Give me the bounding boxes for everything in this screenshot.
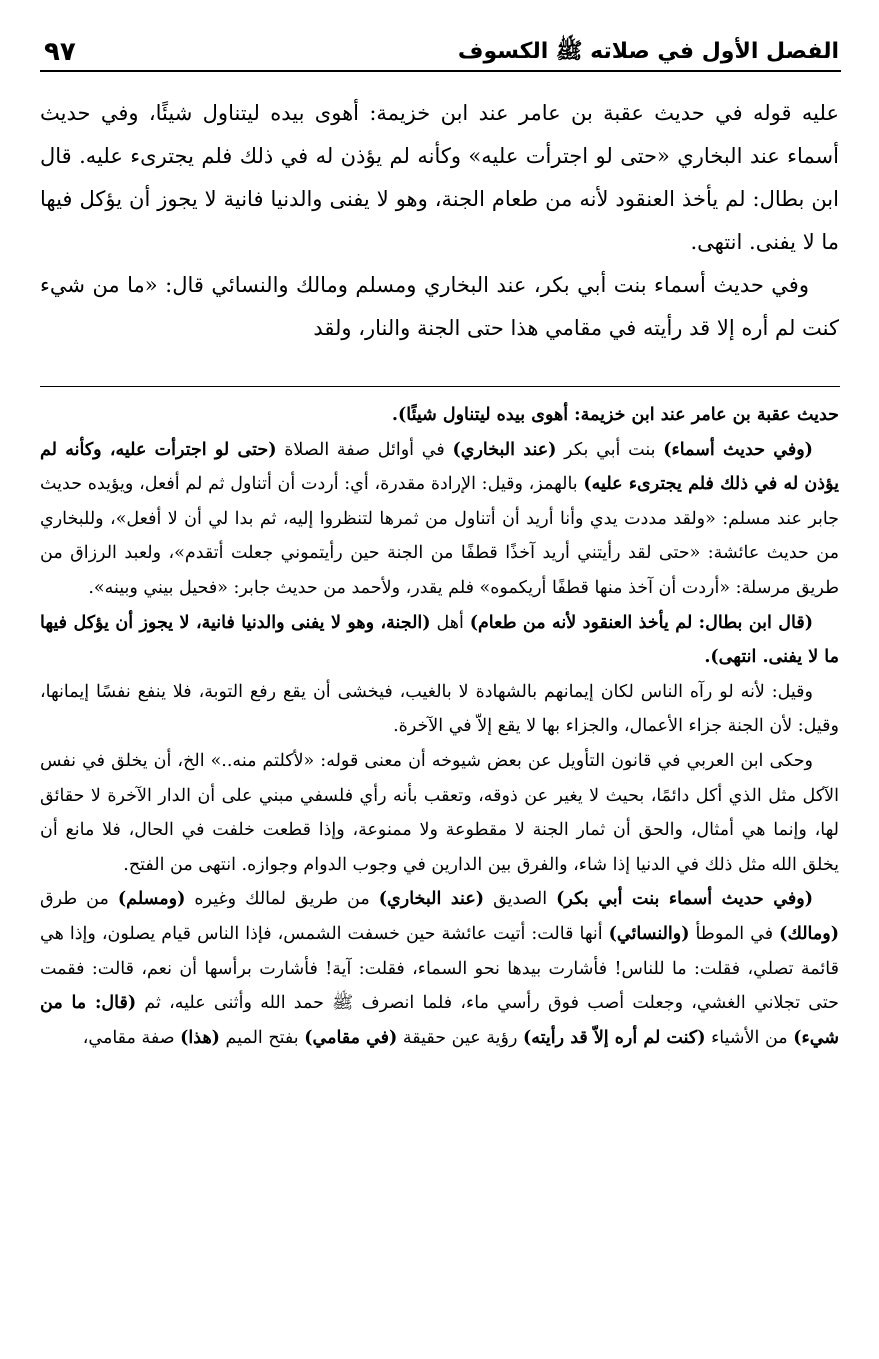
quoted-matn: (وفي حديث أسماء) <box>663 439 813 460</box>
commentary-paragraph <box>40 606 839 675</box>
quoted-matn: حديث عقبة بن عامر عند ابن خزيمة: أهوى بيده ليتناول شيئًا). <box>391 405 839 425</box>
chapter-title: الفصل الأول في صلاته ﷺ الكسوف <box>457 39 839 64</box>
commentary-text: بنت أبي بكر <box>556 439 664 460</box>
quoted-matn: (والنسائي) <box>608 923 690 944</box>
quoted-matn: (قال ابن بطال: لم يأخذ العنقود لأنه من طعام) <box>469 612 813 633</box>
commentary-text: رؤية عين حقيقة <box>397 1027 523 1048</box>
page-header <box>40 26 841 72</box>
quoted-matn: (عند البخاري) <box>378 889 485 910</box>
main-text <box>40 92 839 350</box>
quoted-matn: (قال: ما من شيء) <box>40 993 839 1048</box>
commentary-text: وحكى ابن العربي في قانون التأويل عن بعض شيوخه أن معنى قوله: «لأكلتم منه..» الخ، أن يخلق في نفس الآكل مثل الذي أكل دائمًا، بحيث لا يغير عن ذوقه، وتعقب بأنه رأي فلسفي مبني على أن الدار الآخرة لا حقائق لها، وإنما هي أمثال، والحق أن ثمار الجنة لا مقطوعة ولا ممنوعة، وإذا قطعت خلفت في الحال، فلا مانع أن يخلق الله مثل ذلك في الدنيا إذا شاء، والفرق بين الدارين في وجوب الدوام وجوازه. انتهى من الفتح. <box>40 750 839 875</box>
quoted-matn: (وفي حديث أسماء بنت أبي بكر) <box>556 889 813 910</box>
quoted-matn: (عند البخاري) <box>452 439 557 460</box>
quoted-matn: (ومالك) <box>779 923 839 944</box>
main-paragraph: عليه قوله في حديث عقبة بن عامر عند ابن خزيمة: أهوى بيده ليتناول شيئًا، وفي حديث أسماء عند البخاري «حتى لو اجترأت عليه» وكأنه لم يؤذن له في ذلك فلم يجترىء عليه. قال ابن بطال: لم يأخذ العنقود لأنه من طعام الجنة، وهو لا يفنى والدنيا فانية لا يجوز أن يؤكل فيها ما لا يفنى. انتهى. <box>40 101 839 254</box>
commentary-paragraph <box>40 744 839 882</box>
commentary-paragraph <box>40 882 839 1055</box>
quoted-matn: (حتى لو اجترأت عليه، وكأنه لم يؤذن له في ذلك فلم يجترىء عليه) <box>40 439 839 495</box>
page-number: ٩٧ <box>44 37 76 67</box>
commentary-paragraph <box>40 433 839 606</box>
commentary-text: من طريق لمالك وغيره <box>185 889 379 910</box>
commentary-text: بفتح الميم <box>219 1027 305 1048</box>
quoted-matn: (هذا) <box>180 1027 220 1048</box>
commentary-text: الصديق <box>484 889 557 910</box>
commentary-paragraph <box>40 675 839 744</box>
commentary <box>40 398 839 1055</box>
quoted-matn: (الجنة، وهو لا يفنى والدنيا فانية، لا يجوز أن يؤكل فيها ما لا يفنى. انتهى). <box>40 612 839 668</box>
footnote-divider <box>40 386 840 387</box>
quoted-matn: (كنت لم أره إلاّ قد رأيته) <box>522 1027 706 1048</box>
commentary-paragraph <box>40 398 839 433</box>
commentary-text: أهل <box>430 612 470 633</box>
commentary-text: في أوائل صفة الصلاة <box>276 439 453 460</box>
commentary-text: في الموطأ <box>689 923 780 944</box>
commentary-text: صفة مقامي، <box>82 1027 181 1048</box>
quoted-matn: (في مقامي) <box>304 1027 398 1048</box>
commentary-text: بالهمز، وقيل: الإرادة مقدرة، أي: أردت أن أتناول ثم لم أفعل، ويؤيده حديث جابر عند مسلم: «ولقد مددت يدي وأنا أريد أن أتناول من ثمرها لتنظروا إليه، ثم بدا لي أن لا أفعل»، وللبخاري من حديث عائشة: «حتى لقد رأيتني أريد آخذًا قطفًا من الجنة حين رأيتموني جعلت أتقدم»، ولعبد الرزاق من طريق مرسلة: «أردت أن آخذ منها قطفًا أريكموه» فلم يقدر، ولأحمد من حديث جابر: «فحيل بيني وبينه». <box>40 474 839 598</box>
commentary-text: وقيل: لأنه لو رآه الناس لكان إيمانهم بالشهادة لا بالغيب، فيخشى أن يقع رفع التوبة، فلا ينفع نفسًا إيمانها، وقيل: لأن الجنة جزاء الأعمال، والجزاء بها لا يقع إلاّ في الآخرة. <box>40 681 839 737</box>
commentary-text: من الأشياء <box>705 1027 794 1048</box>
commentary-text: أنها قالت: أتيت عائشة حين خسفت الشمس، فإذا الناس قيام يصلون، وإذا هي قائمة تصلي، فقلت: ما للناس! فأشارت بيدها نحو السماء، فقلت: آية! فأشارت برأسها أن نعم، قالت: فقمت حتى تجلاني الغشي، وجعلت أصب فوق رأسي ماء، فلما انصرف ﷺ حمد الله وأثنى عليه، ثم <box>40 923 839 1014</box>
main-paragraph: وفي حديث أسماء بنت أبي بكر، عند البخاري ومسلم ومالك والنسائي قال: «ما من شيء كنت لم أره إلا قد رأيته في مقامي هذا حتى الجنة والنار، ولقد <box>40 273 839 340</box>
quoted-matn: (ومسلم) <box>117 889 186 910</box>
commentary-text: من طرق <box>40 889 118 910</box>
